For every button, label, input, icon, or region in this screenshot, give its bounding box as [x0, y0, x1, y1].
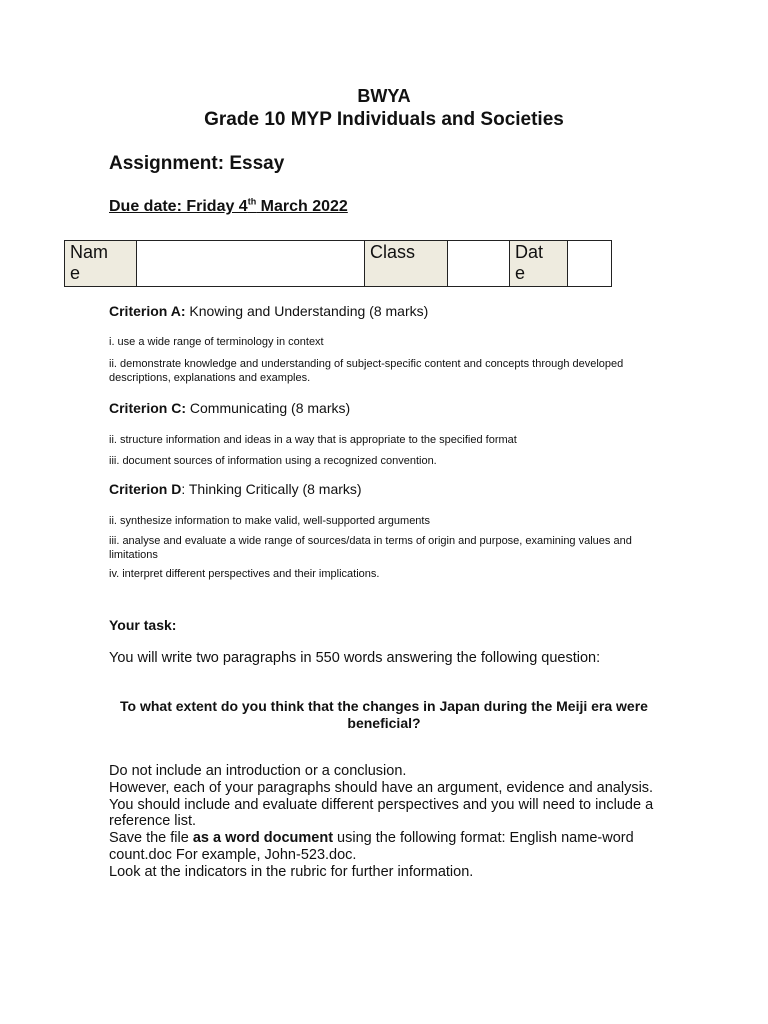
name-label-line1: Nam — [70, 242, 109, 262]
criterion-c-heading — [109, 400, 350, 416]
criterion-c-label: Criterion C: — [109, 400, 186, 416]
criterion-d-item-1: ii. synthesize information to make valid, well-supported arguments — [109, 515, 430, 527]
date-label-line1: Dat — [515, 242, 544, 262]
name-label-line2: e — [70, 263, 81, 283]
criterion-a-heading — [109, 303, 428, 319]
instruction-4-prefix: Save the file — [109, 830, 193, 847]
name-label — [65, 241, 137, 287]
instruction-4 — [109, 830, 654, 864]
task-heading: Your task: — [109, 617, 177, 633]
instruction-2: However, each of your paragraphs should have an argument, evidence and analysis. — [109, 779, 654, 796]
due-date-suffix: March 2022 — [256, 198, 348, 215]
date-label — [510, 241, 568, 287]
class-label: Class — [365, 241, 448, 287]
due-date-prefix: Due date: Friday 4 — [109, 198, 248, 215]
criterion-a-title: Knowing and Understanding (8 marks) — [185, 303, 429, 319]
due-date — [109, 198, 348, 216]
name-field[interactable] — [137, 241, 365, 287]
criterion-d-label: Criterion D — [109, 481, 182, 497]
criterion-a-item-1: i. use a wide range of terminology in context — [109, 336, 324, 348]
criterion-c-item-2: iii. document sources of information using a recognized convention. — [109, 455, 437, 467]
instruction-4-suffix: using the following format: English name-word count.doc For example, John-523.doc. — [109, 830, 634, 863]
instruction-1: Do not include an introduction or a conclusion. — [109, 763, 407, 779]
task-instructions — [109, 763, 654, 881]
essay-question: To what extent do you think that the changes in Japan during the Meiji era were beneficial? — [120, 698, 648, 731]
criterion-d-title: : Thinking Critically (8 marks) — [181, 481, 362, 497]
date-label-line2: e — [515, 263, 526, 283]
criterion-a-item-2: ii. demonstrate knowledge and understanding of subject-specific content and concepts through developed descriptions, explanations and examples. — [109, 358, 624, 384]
instruction-4-bold: as a word document — [192, 830, 334, 847]
task-intro: You will write two paragraphs in 550 words answering the following question: — [109, 650, 601, 666]
class-field[interactable] — [448, 241, 510, 287]
due-date-ordinal: th — [247, 196, 257, 207]
criterion-d-heading — [109, 481, 362, 497]
instruction-3: You should include and evaluate different perspectives and you will need to include a reference list. — [109, 796, 654, 830]
criterion-d-item-3: iv. interpret different perspectives and their implications. — [109, 568, 380, 580]
student-info-table — [64, 240, 612, 287]
criterion-c-title: Communicating (8 marks) — [186, 400, 351, 416]
criterion-c-item-1: ii. structure information and ideas in a way that is appropriate to the specified format — [109, 434, 517, 446]
date-field[interactable] — [568, 241, 612, 287]
school-name: BWYA — [357, 86, 411, 106]
course-title: Grade 10 MYP Individuals and Societies — [204, 109, 564, 130]
criterion-d-item-2: iii. analyse and evaluate a wide range of sources/data in terms of origin and purpose, examining values and limitations — [109, 535, 632, 561]
assignment-title: Assignment: Essay — [109, 153, 285, 174]
criterion-a-label: Criterion A: — [109, 303, 186, 319]
instruction-5: Look at the indicators in the rubric for further information. — [109, 863, 474, 880]
